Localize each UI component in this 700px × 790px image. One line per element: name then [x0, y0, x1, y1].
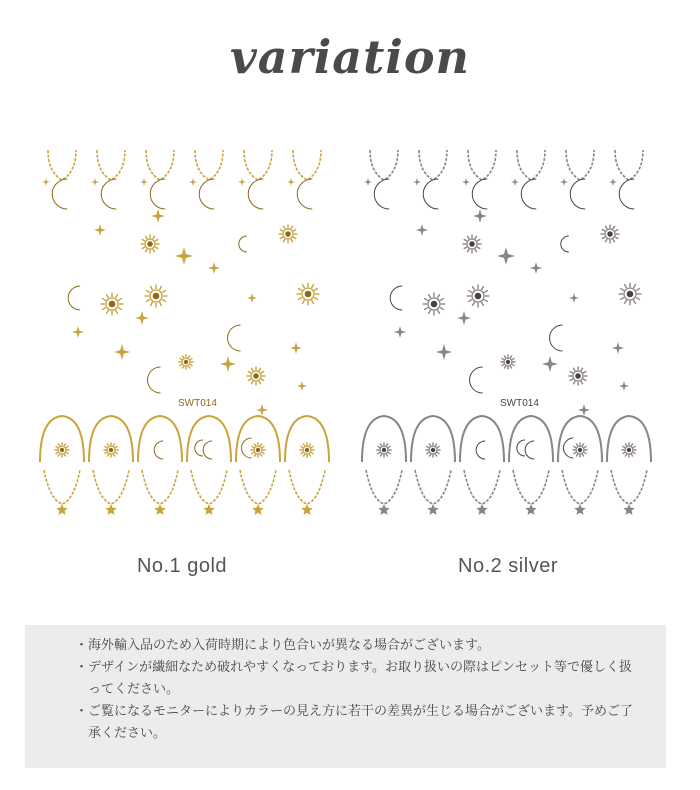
chain-pendant-icon — [195, 150, 223, 180]
sun-icon — [500, 354, 515, 369]
sticker-sheet — [360, 148, 660, 530]
sparkle-icon — [542, 356, 558, 372]
crescent-moon-icon — [203, 441, 212, 459]
star-icon — [301, 504, 312, 515]
sparkle-icon — [287, 178, 295, 186]
sticker-sheet — [38, 148, 338, 530]
sparkle-icon — [91, 178, 99, 186]
sparkle-icon — [297, 381, 307, 391]
star-icon — [252, 504, 263, 515]
star-icon — [476, 504, 487, 515]
sparkle-icon — [151, 209, 165, 223]
chain-icon — [44, 470, 80, 504]
sparkle-icon — [619, 381, 629, 391]
note-item — [75, 701, 633, 745]
sun-icon — [619, 283, 642, 306]
star-icon — [203, 504, 214, 515]
sparkle-icon — [208, 262, 220, 274]
crescent-moon-icon — [619, 179, 634, 209]
arch-icon — [138, 416, 182, 462]
sparkle-icon — [364, 178, 372, 186]
sparkle-icon — [175, 247, 193, 265]
crescent-moon-icon — [374, 179, 389, 209]
crescent-moon-icon — [564, 438, 574, 458]
sparkle-icon — [416, 224, 428, 236]
sparkle-icon — [94, 224, 106, 236]
crescent-moon-icon — [195, 440, 203, 456]
sparkle-icon — [612, 342, 624, 354]
sparkle-icon — [238, 178, 246, 186]
chain-pendant-icon — [48, 150, 76, 180]
arch-icon — [187, 416, 231, 462]
star-icon — [525, 504, 536, 515]
sparkle-icon — [530, 262, 542, 274]
note-text: 海外輸入品のため入荷時期により色合いが異なる場合がございます。 — [88, 638, 490, 653]
chain-icon — [93, 470, 129, 504]
arch-icon — [509, 416, 553, 462]
crescent-moon-icon — [390, 286, 402, 310]
sparkle-icon — [72, 326, 84, 338]
chain-icon — [142, 470, 178, 504]
crescent-moon-icon — [561, 236, 569, 252]
bullet: ・ — [75, 704, 89, 719]
bullet: ・ — [75, 638, 89, 653]
sparkle-icon — [473, 209, 487, 223]
chain-icon — [513, 470, 549, 504]
star-icon — [56, 504, 67, 515]
sun-icon — [279, 225, 298, 244]
sparkle-icon — [247, 293, 257, 303]
sun-icon — [178, 354, 193, 369]
chain-icon — [415, 470, 451, 504]
chain-icon — [191, 470, 227, 504]
crescent-moon-icon — [470, 367, 483, 393]
sun-icon — [601, 225, 620, 244]
chain-icon — [366, 470, 402, 504]
chain-pendant-icon — [419, 150, 447, 180]
sun-icon — [467, 285, 490, 308]
sparkle-icon — [413, 178, 421, 186]
sparkle-icon — [140, 178, 148, 186]
sun-icon — [297, 283, 320, 306]
crescent-moon-icon — [228, 325, 241, 351]
chain-pendant-icon — [97, 150, 125, 180]
silver-sticker-sheet-image — [360, 148, 660, 530]
sparkle-icon — [394, 326, 406, 338]
sparkle-icon — [42, 178, 50, 186]
chain-icon — [611, 470, 647, 504]
sun-icon — [54, 442, 69, 457]
sparkle-icon — [609, 178, 617, 186]
crescent-moon-icon — [150, 179, 165, 209]
chain-pendant-icon — [615, 150, 643, 180]
sparkle-icon — [135, 311, 149, 325]
chain-pendant-icon — [146, 150, 174, 180]
star-icon — [378, 504, 389, 515]
sparkle-icon — [462, 178, 470, 186]
sparkle-icon — [578, 404, 590, 416]
sun-icon — [299, 442, 314, 457]
sparkle-icon — [290, 342, 302, 354]
chain-icon — [562, 470, 598, 504]
star-icon — [574, 504, 585, 515]
star-icon — [427, 504, 438, 515]
crescent-moon-icon — [101, 179, 116, 209]
sparkle-icon — [569, 293, 579, 303]
sparkle-icon — [497, 247, 515, 265]
sun-icon — [247, 367, 266, 386]
gold-sticker-sheet-image — [38, 148, 338, 530]
note-item — [75, 657, 633, 701]
sun-icon — [376, 442, 391, 457]
crescent-moon-icon — [297, 179, 312, 209]
star-icon — [154, 504, 165, 515]
product-code-label: SWT014 — [500, 398, 539, 409]
crescent-moon-icon — [154, 441, 163, 459]
gold-variant-label: No.1 gold — [136, 555, 228, 577]
crescent-moon-icon — [570, 179, 585, 209]
sparkle-icon — [457, 311, 471, 325]
sun-icon — [569, 367, 588, 386]
bullet: ・ — [75, 660, 89, 675]
sun-icon — [145, 285, 168, 308]
chain-pendant-icon — [244, 150, 272, 180]
note-item — [75, 635, 633, 657]
sun-icon — [572, 442, 587, 457]
chain-icon — [240, 470, 276, 504]
silver-variant-label: No.2 silver — [458, 555, 558, 577]
sparkle-icon — [189, 178, 197, 186]
chain-icon — [289, 470, 325, 504]
sun-icon — [250, 442, 265, 457]
sun-icon — [141, 235, 160, 254]
crescent-moon-icon — [476, 441, 485, 459]
crescent-moon-icon — [550, 325, 563, 351]
sparkle-icon — [114, 344, 130, 360]
notes-list — [25, 625, 666, 745]
crescent-moon-icon — [423, 179, 438, 209]
chain-icon — [464, 470, 500, 504]
note-text: ご覧になるモニターによりカラーの見え方に若干の差異が生じる場合がございます。予めご了承ください。 — [88, 704, 633, 741]
sparkle-icon — [256, 404, 268, 416]
crescent-moon-icon — [472, 179, 487, 209]
note-text: デザインが繊細なため破れやすくなっております。お取り扱いの際はピンセット等で優しく扱ってください。 — [88, 660, 633, 697]
sun-icon — [425, 442, 440, 457]
crescent-moon-icon — [242, 438, 252, 458]
sparkle-icon — [220, 356, 236, 372]
crescent-moon-icon — [199, 179, 214, 209]
sun-icon — [101, 293, 124, 316]
crescent-moon-icon — [517, 440, 525, 456]
crescent-moon-icon — [521, 179, 536, 209]
sparkle-icon — [560, 178, 568, 186]
sun-icon — [463, 235, 482, 254]
crescent-moon-icon — [148, 367, 161, 393]
sun-icon — [423, 293, 446, 316]
star-icon — [105, 504, 116, 515]
crescent-moon-icon — [525, 441, 534, 459]
sparkle-icon — [436, 344, 452, 360]
product-code-label: SWT014 — [178, 398, 217, 409]
sun-icon — [621, 442, 636, 457]
chain-pendant-icon — [566, 150, 594, 180]
star-icon — [623, 504, 634, 515]
sun-icon — [103, 442, 118, 457]
notes-box — [25, 625, 666, 768]
crescent-moon-icon — [239, 236, 247, 252]
chain-pendant-icon — [293, 150, 321, 180]
crescent-moon-icon — [68, 286, 80, 310]
page-title: variation — [230, 30, 470, 84]
crescent-moon-icon — [52, 179, 67, 209]
chain-pendant-icon — [517, 150, 545, 180]
chain-pendant-icon — [370, 150, 398, 180]
sparkle-icon — [511, 178, 519, 186]
crescent-moon-icon — [248, 179, 263, 209]
chain-pendant-icon — [468, 150, 496, 180]
arch-icon — [460, 416, 504, 462]
